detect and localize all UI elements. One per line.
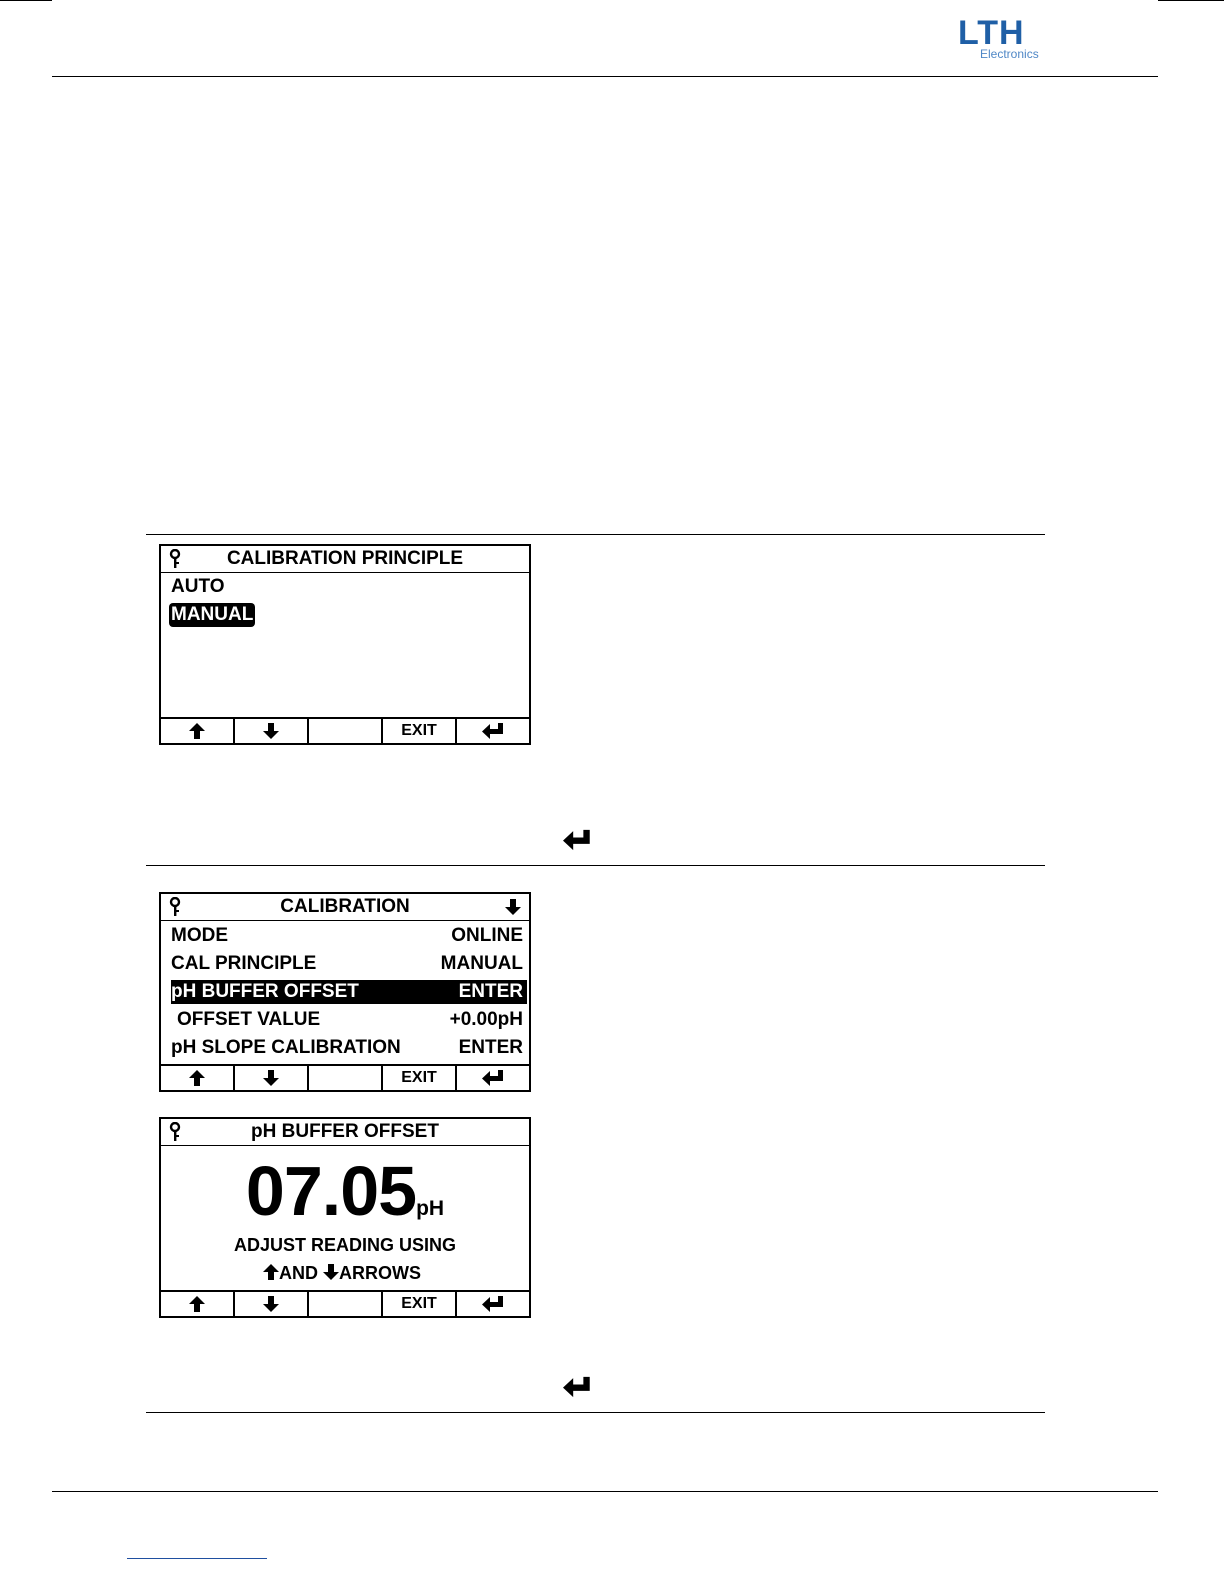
section-rule-bottom	[146, 1412, 1045, 1413]
lcd-title-bar	[161, 1119, 529, 1146]
softkey-blank[interactable]	[309, 1066, 383, 1090]
instruction-line-1: ADJUST READING USING	[233, 1235, 457, 1255]
option-manual[interactable]: MANUAL	[171, 604, 254, 625]
down-arrow-icon	[263, 723, 279, 739]
down-arrow-icon	[263, 1296, 279, 1312]
row-label: MODE	[171, 925, 228, 946]
logo-sub-text: Electronics	[980, 47, 1039, 61]
softkey-blank[interactable]	[309, 719, 383, 743]
row-value: ENTER	[458, 1037, 523, 1058]
softkey-down[interactable]	[235, 1066, 309, 1090]
softkey-enter[interactable]	[457, 1066, 529, 1090]
section-rule-middle	[146, 865, 1045, 866]
instruction-arrows: ARROWS	[339, 1263, 421, 1283]
enter-arrow-icon	[563, 1376, 591, 1398]
row-label: pH SLOPE CALIBRATION	[171, 1037, 401, 1058]
up-arrow-icon	[263, 1263, 279, 1281]
softkey-bar	[161, 1064, 529, 1090]
lcd-title: CALIBRATION PRINCIPLE	[226, 548, 464, 569]
row-label: pH BUFFER OFFSET	[171, 981, 359, 1002]
ph-reading	[161, 1152, 529, 1230]
softkey-blank[interactable]	[309, 1292, 383, 1316]
lcd-title: pH BUFFER OFFSET	[251, 1121, 439, 1142]
enter-arrow-icon	[482, 1296, 504, 1312]
row-value: ONLINE	[451, 925, 523, 946]
header-rule	[52, 76, 1158, 77]
logo-main-text: LTH	[958, 14, 1025, 52]
down-arrow-icon	[323, 1263, 339, 1281]
down-arrow-icon	[505, 897, 521, 917]
row-value: ENTER	[458, 981, 523, 1002]
lcd-title-bar	[161, 894, 529, 921]
softkey-up[interactable]	[161, 1292, 235, 1316]
softkey-down[interactable]	[235, 1292, 309, 1316]
softkey-exit[interactable]: EXIT	[383, 1066, 457, 1090]
enter-arrow-icon	[482, 723, 504, 739]
lth-logo	[958, 16, 1048, 66]
footer-rule	[52, 1491, 1158, 1492]
menu-row-mode[interactable]	[171, 924, 523, 948]
menu-row-offset-value[interactable]	[171, 1008, 523, 1032]
option-auto[interactable]: AUTO	[171, 576, 225, 597]
lcd-calibration	[159, 892, 531, 1092]
menu-row-ph-buffer-offset[interactable]	[171, 980, 527, 1004]
softkey-bar	[161, 717, 529, 743]
lcd-title-bar	[161, 546, 529, 573]
row-value: MANUAL	[440, 953, 523, 974]
section-rule-top	[146, 534, 1045, 535]
menu-row-ph-slope-calibration[interactable]	[171, 1036, 523, 1060]
down-arrow-icon	[263, 1070, 279, 1086]
softkey-down[interactable]	[235, 719, 309, 743]
ph-reading-value: 07.05	[245, 1152, 417, 1230]
row-value: +0.00pH	[449, 1009, 523, 1030]
row-label: CAL PRINCIPLE	[171, 953, 317, 974]
softkey-enter[interactable]	[457, 719, 529, 743]
ph-reading-unit: pH	[416, 1197, 445, 1220]
instruction-line-2	[155, 1260, 529, 1286]
enter-arrow-icon	[482, 1070, 504, 1086]
footer-link-underline	[127, 1558, 267, 1559]
up-arrow-icon	[189, 1296, 205, 1312]
up-arrow-icon	[189, 723, 205, 739]
lcd-ph-buffer-offset	[159, 1117, 531, 1318]
softkey-up[interactable]	[161, 719, 235, 743]
softkey-exit[interactable]: EXIT	[383, 1292, 457, 1316]
enter-arrow-icon	[563, 829, 591, 851]
lcd-calibration-principle	[159, 544, 531, 745]
lcd-title: CALIBRATION	[280, 896, 410, 917]
menu-row-cal-principle[interactable]	[171, 952, 523, 976]
corner-mark-left	[0, 0, 52, 1]
up-arrow-icon	[189, 1070, 205, 1086]
softkey-exit[interactable]: EXIT	[383, 719, 457, 743]
corner-mark-right	[1158, 0, 1224, 1]
row-label: OFFSET VALUE	[177, 1009, 321, 1030]
softkey-enter[interactable]	[457, 1292, 529, 1316]
softkey-bar	[161, 1290, 529, 1316]
softkey-up[interactable]	[161, 1066, 235, 1090]
instruction-and: AND	[278, 1263, 318, 1283]
